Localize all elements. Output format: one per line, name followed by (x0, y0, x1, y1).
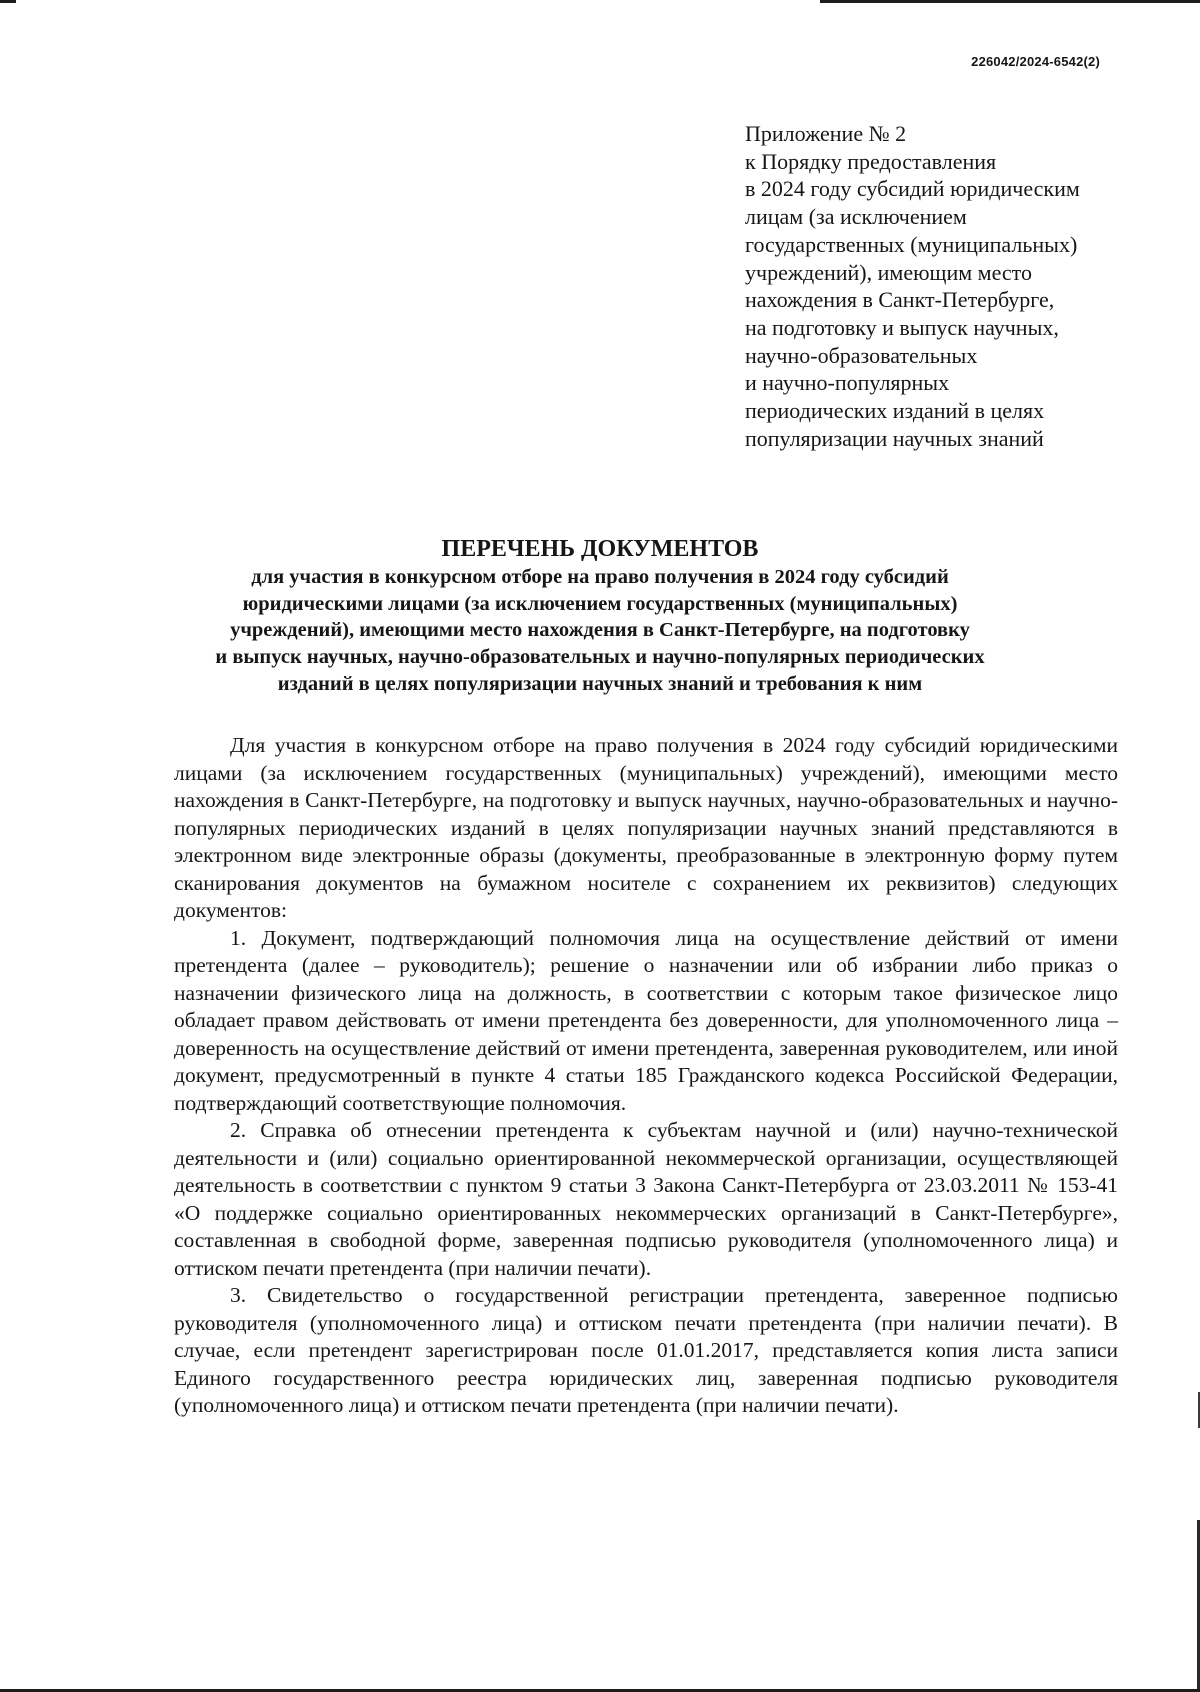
list-item-1: 1. Документ, подтверждающий полномочия лица на осуществление действий от имени претендента (далее – руководитель); решение о назначении или об избрании либо приказ о назначении физического лица на должность, в соответствии с которым такое физическое лицо обладает правом действовать от имени претендента без доверенности, для уполномоченного лица – доверенность на осуществление действий от имени претендента, заверенная руководителем, или иной документ, предусмотренный в пункте 4 статьи 185 Гражданского кодекса Российской Федерации, подтверждающий соответствующие полномочия. (174, 925, 1118, 1115)
document-body (174, 732, 1118, 1420)
subtitle-line: изданий в целях популяризации научных знаний и требования к ним (277, 672, 923, 695)
appendix-line: на подготовку и выпуск научных, (745, 314, 1059, 340)
subtitle-line: учреждений), имеющими место нахождения в Санкт-Петербурге, на подготовку (230, 619, 970, 642)
document-title: ПЕРЕЧЕНЬ ДОКУМЕНТОВ (441, 536, 759, 562)
appendix-line: и научно-популярных (745, 370, 950, 396)
appendix-line: популяризации научных знаний (745, 425, 1044, 451)
appendix-line: к Порядку предоставления (745, 148, 997, 174)
scan-border-top-left (0, 0, 16, 3)
subtitle-line: и выпуск научных, научно-образовательных и научно-популярных периодических (215, 646, 985, 669)
scan-border-top (820, 0, 1200, 3)
subtitle-line: для участия в конкурсном отборе на право получения в 2024 году субсидий (251, 566, 949, 588)
appendix-line: научно-образовательных (745, 342, 978, 368)
appendix-line: в 2024 году субсидий юридическим (745, 176, 1080, 202)
appendix-line: Приложение № 2 (745, 121, 907, 146)
appendix-line: периодических изданий в целях (745, 398, 1045, 424)
appendix-line: лицам (за исключением (745, 204, 967, 230)
registration-number: 226042/2024-6542(2) (971, 54, 1100, 69)
intro-paragraph: Для участия в конкурсном отборе на право получения в 2024 году субсидий юридическими лицами (за исключением государственных (муниципальных) учреждений), имеющими место нахождения в Санкт-Петербурге, на подготовку и выпуск научных, научно-образовательных и научно-популярных периодических изданий в целях популяризации научных знаний представляются в электронном виде электронные образы (документы, преобразованные в электронную форму путем сканирования документов на бумажном носителе с сохранением их реквизитов) следующих документов: (174, 733, 1118, 922)
appendix-line: учреждений), имеющим место (745, 259, 1032, 285)
appendix-note (745, 120, 1165, 452)
appendix-line: нахождения в Санкт-Петербурге, (745, 287, 1055, 313)
list-item-2: 2. Справка об отнесении претендента к субъектам научной и (или) научно-технической деятельности и (или) социально ориентированной некоммерческой организации, осуществляющей деятельность в соответствии с пунктом 9 статьи 3 Закона Санкт-Петербурга от 23.03.2011 № 153-41 «О поддержке социально ориентированных некоммерческих организаций в Санкт-Петербурге», составленная в свободной форме, заверенная подписью руководителя (уполномоченного лица) и оттиском печати претендента (при наличии печати). (174, 1118, 1118, 1280)
appendix-line: государственных (муниципальных) (745, 231, 1078, 257)
list-item-3: 3. Свидетельство о государственной регистрации претендента, заверенное подписью руководителя (уполномоченного лица) и оттиском печати претендента (при наличии печати). В случае, если претендент зарегистрирован после 01.01.2017, представляется копия листа записи Единого государственного реестра юридических лиц, заверенная подписью руководителя (уполномоченного лица) и оттиском печати претендента (при наличии печати). (174, 1283, 1118, 1417)
document-subtitle (150, 564, 1050, 698)
subtitle-line: юридическими лицами (за исключением государственных (муниципальных) (242, 592, 958, 615)
